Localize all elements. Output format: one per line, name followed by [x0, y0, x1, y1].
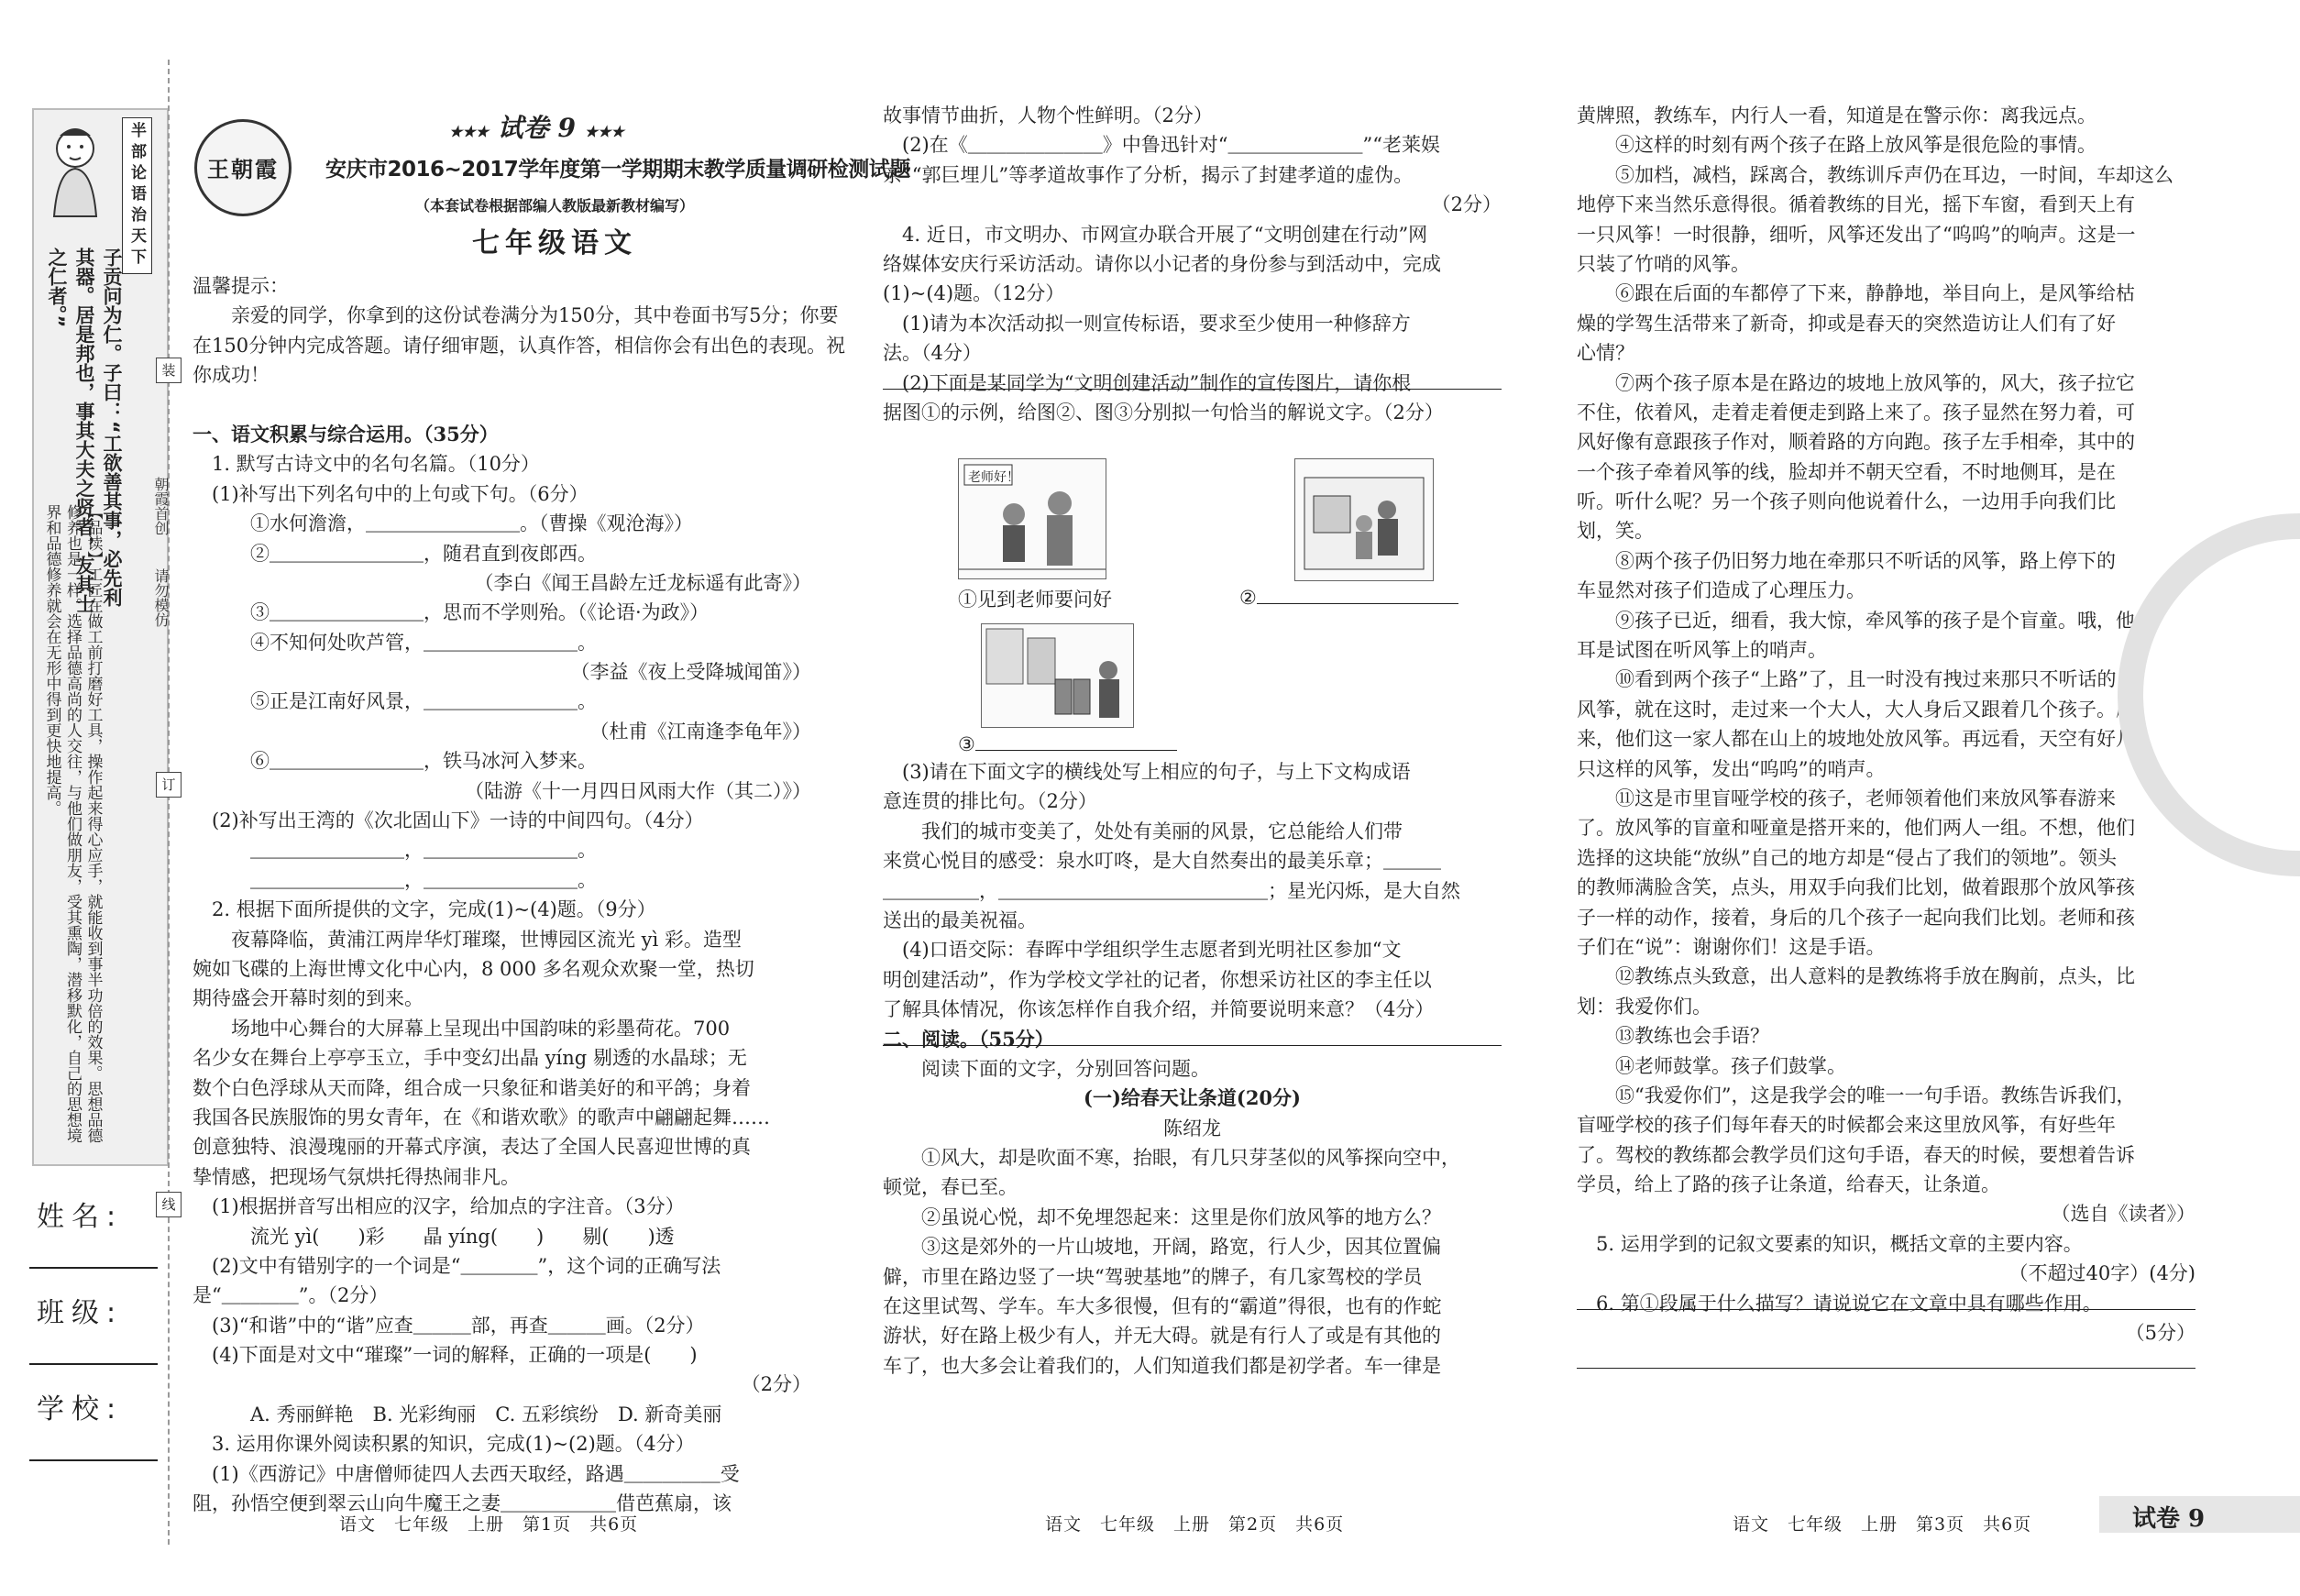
- cut-tag-a: 装: [156, 358, 182, 383]
- footer-page-2: 语文 七年级 上册 第2页 共6页: [1045, 1514, 1345, 1535]
- text-line: 络媒体安庆行采访活动。请你以小记者的身份参与到活动中，完成: [883, 252, 1441, 275]
- text-line: A. 秀丽鲜艳 B. 光彩绚丽 C. 五彩缤纷 D. 新奇美丽: [193, 1403, 722, 1425]
- text-line: （2分）: [741, 1373, 811, 1396]
- text-line: ＿＿＿＿＿＿＿＿，＿＿＿＿＿＿＿＿。: [193, 839, 597, 862]
- class-label: 班级:: [37, 1297, 124, 1329]
- text-line: （李白《闻王昌龄左迁龙标遥有此寄》）: [474, 571, 811, 594]
- text-line: 地停下来当然乐意得很。循着教练的目光，摇下车窗，看到天上有: [1577, 193, 2135, 216]
- answer-blank[interactable]: [975, 732, 1177, 751]
- text-line: （选自《读者》）: [2051, 1203, 2195, 1226]
- text-line: 二、阅读。（55分）: [883, 1027, 1054, 1051]
- text-line: 名少女在舞台上亭亭玉立，手中变幻出晶 yíng 剔透的水晶球；无: [193, 1047, 747, 1070]
- text-line: 耳是试图在听风筝上的哨声。: [1577, 639, 1827, 662]
- edition-note: （本套试卷根据部编人教版最新教材编写）: [414, 197, 694, 215]
- text-line: 盲哑学校的孩子们每年春天的时候都会来这里放风筝，有好些年: [1577, 1114, 2116, 1137]
- text-line: (1)~(4)题。（12分）: [883, 282, 1065, 305]
- text-line: 在这里试驾、学车。车大多很慢，但有的“霸道”得很，也有的作蛇: [883, 1295, 1442, 1318]
- text-line: 僻，市里在路边竖了一块“驾驶基地”的牌子，有几家驾校的学员: [883, 1265, 1423, 1288]
- footer-page-3: 语文 七年级 上册 第3页 共6页: [1733, 1514, 2032, 1535]
- picture-1-caption: ①见到老师要问好: [958, 589, 1112, 611]
- text-line: ⑧两个孩子仍旧努力地在牵那只不听话的风筝，路上停下的: [1577, 549, 2116, 572]
- text-line: (2)补写出王湾的《次北固山下》一诗的中间四句。（4分）: [193, 809, 704, 832]
- text-line: 一、语文积累与综合运用。（35分）: [193, 422, 499, 446]
- text-line: ①水何澹澹，＿＿＿＿＿＿＿＿。（曹操《观沧海》）: [193, 512, 693, 535]
- text-line: 游状，好在路上极少有人，并无大碍。就是有行人了或是有其他的: [883, 1325, 1441, 1348]
- text-line: (4)口语交际：春晖中学组织学生志愿者到光明社区参加“文: [883, 939, 1402, 962]
- text-line: 黄牌照，教练车，内行人一看，知道是在警示你：离我远点。: [1577, 105, 2096, 127]
- text-line: 来赏心悦目的感受：泉水叮咚，是大自然奏出的最美乐章；＿＿＿: [883, 850, 1441, 873]
- text-line: (1)根据拼音写出相应的汉字，给加点的字注音。（3分）: [193, 1195, 685, 1218]
- text-line: 一个孩子牵着风筝的线，脸却并不朝天空看，不时地侧耳，是在: [1577, 460, 2116, 483]
- text-line: 亲”“郭巨埋儿”等孝道故事作了分析，揭示了封建孝道的虚伪。: [883, 163, 1414, 186]
- text-line: ⑤加档，减档，踩离合，教练训斥声仍在耳边，一时间，车却这么: [1577, 163, 2173, 186]
- star-icon: ★★★: [449, 123, 490, 140]
- picture-2-caption: ②: [1239, 585, 1458, 609]
- text-line: 故事情节曲折，人物个性鲜明。（2分）: [883, 105, 1213, 127]
- text-line: 数个白色浮球从天而降，组合成一只象征和谐美好的和平鸽；身着: [193, 1076, 751, 1099]
- text-line: 5. 运用学到的记叙文要素的知识，概括文章的主要内容。: [1577, 1232, 2083, 1255]
- column-page-3: [1577, 101, 2195, 1348]
- text-line: (1)补写出下列名句中的上句或下句。（6分）: [193, 482, 589, 505]
- text-line: (2)在《＿＿＿＿＿＿＿》中鲁迅针对“＿＿＿＿＿＿＿”“老莱娱: [883, 134, 1440, 157]
- text-line: ⑥＿＿＿＿＿＿＿＿，铁马冰河入梦来。: [193, 750, 597, 773]
- text-line: （5分）: [2125, 1322, 2195, 1345]
- text-line: 我国各民族服饰的男女青年，在《和谐欢歌》的歌声中翩翩起舞……: [193, 1106, 770, 1128]
- text-line: ④这样的时刻有两个孩子在路上放风筝是很危险的事情。: [1577, 134, 2096, 157]
- sidebar-header-text: 半部论语治天下: [122, 117, 152, 274]
- text-line: 送出的最美祝福。: [883, 908, 1037, 931]
- text-line: 期待盛会开幕时刻的到来。: [193, 987, 424, 1010]
- answer-line[interactable]: [1577, 1348, 2195, 1369]
- text-line: 4. 近日，市文明办、市网宣办联合开展了“文明创建在行动”网: [883, 223, 1428, 246]
- text-line: 阻，孙悟空便到翠云山向牛魔王之妻＿＿＿＿＿＿借芭蕉扇，该: [193, 1492, 732, 1515]
- subject-title: 七年级语文: [472, 227, 637, 259]
- text-line: 挚情感，把现场气氛烘托得热闹非凡。: [193, 1165, 520, 1188]
- text-line: 据图①的示例，给图②、图③分别拟一句恰当的解说文字。（2分）: [883, 401, 1444, 424]
- text-line: 了解具体情况，你该怎样作自我介绍，并简要说明来意？（4分）: [883, 998, 1435, 1021]
- text-line: 在150分钟内完成答题。请仔细审题，认真作答，相信你会有出色的表现。祝: [193, 334, 846, 357]
- text-line: 是“＿＿＿＿”。（2分）: [193, 1284, 389, 1307]
- text-line: 的教师满脸含笑，点头，用双手向我们比划，做着跟那个放风筝孩: [1577, 876, 2135, 899]
- cut-tag-c: 线: [156, 1192, 182, 1217]
- text-line: (4)下面是对文中“璀璨”一词的解释，正确的一项是( ): [193, 1344, 698, 1367]
- text-line: 了。驾校的教练都会教学员们这句手语，春天的时候，要想着告诉: [1577, 1143, 2135, 1166]
- text-line: （2分）: [1431, 193, 1502, 216]
- text-line: 风好像有意跟孩子作对，顺着路的方向跑。孩子左手相牵，其中的: [1577, 431, 2135, 454]
- text-line: 我们的城市变美了，处处有美丽的风景，它总能给人们带: [883, 820, 1403, 842]
- text-line: ③这是郊外的一片山坡地，开阔，路宽，行人少，因其位置偏: [883, 1236, 1441, 1259]
- text-line: 了。放风筝的盲童和哑童是搭开来的，他们两人一组。不想，他们: [1577, 817, 2135, 840]
- text-line: ④不知何处吹芦管，＿＿＿＿＿＿＿＿。: [193, 631, 597, 654]
- school-field[interactable]: [29, 1459, 158, 1461]
- text-line: 只装了竹哨的风筝。: [1577, 252, 1750, 275]
- text-line: 车显然对孩子们造成了心理压力。: [1577, 579, 1865, 602]
- exam-title: 安庆市2016~2017学年度第一学期期末教学质量调研检测试题: [325, 158, 910, 182]
- text-line: 意连贯的排比句。（2分）: [883, 790, 1097, 813]
- side-note-2: 请勿模仿: [152, 568, 170, 627]
- text-line: 婉如飞碟的上海世博文化中心内，8 000 多名观众欢聚一堂，热切: [193, 957, 754, 980]
- text-line: 车了，也大多会让着我们的，人们知道我们都是初学者。车一律是: [883, 1354, 1441, 1377]
- text-line: 来，他们这一家人都在山上的坡地处放风筝。再远看，天空有好几: [1577, 728, 2135, 751]
- brand-logo: [194, 119, 292, 216]
- greeting-bubble: 老师好！: [968, 470, 1019, 485]
- text-line: 创意独特、浪漫瑰丽的开幕式序演，表达了全国人民喜迎世博的真: [193, 1136, 751, 1159]
- text-line: ①风大，却是吹面不寒，抬眼，有几只芽茎似的风筝探向空中，: [883, 1147, 1460, 1170]
- text-line: ⑩看到两个孩子“上路”了，且一时没有拽过来那只不听话的: [1577, 668, 2117, 691]
- text-line: 风筝，就在这时，走过来一个大人，大人身后又跟着几个孩子。原: [1577, 698, 2135, 721]
- paper-label: ★★★ 试卷 9 ★★★: [449, 113, 624, 143]
- text-line: (3)请在下面文字的横线处写上相应的句子，与上下文构成语: [883, 761, 1411, 783]
- text-line: ⑬教练也会手语？: [1577, 1025, 1769, 1048]
- text-line: ⑭老师鼓掌。孩子们鼓掌。: [1577, 1054, 1846, 1077]
- text-line: (3)“和谐”中的“谐”应查＿＿＿部，再查＿＿＿画。（2分）: [193, 1314, 705, 1337]
- text-line: (1)《西游记》中唐僧师徒四人去西天取经，路遇＿＿＿＿＿受: [193, 1462, 740, 1485]
- text-line: （陆游《十一月四日风雨大作（其二）》）: [465, 779, 811, 802]
- text-line: 场地中心舞台的大屏幕上呈现出中国韵味的彩墨荷花。700: [193, 1017, 731, 1040]
- text-line: 6. 第①段属于什么描写？请说说它在文章中具有哪些作用。: [1577, 1292, 2102, 1315]
- text-line: 夜幕降临，黄浦江两岸华灯璀璨，世博园区流光 yì 彩。造型: [193, 928, 742, 951]
- footer-tag: [2099, 1496, 2300, 1533]
- text-line: ⑦两个孩子原本是在路边的坡地上放风筝的，风大，孩子拉它: [1577, 371, 2135, 394]
- picture-3-caption: ③: [958, 732, 1177, 755]
- confucius-illustration: [39, 117, 111, 218]
- name-field[interactable]: [29, 1267, 158, 1269]
- text-line: (一)给春天让条道(20分): [1084, 1086, 1301, 1110]
- text-line: 学员，给上了路的孩子让条道，给春天，让条道。: [1577, 1173, 2000, 1196]
- text-line: 一只风筝！一时很静，细听，风筝还发出了“呜呜”的响声。这是一: [1577, 223, 2136, 246]
- side-note-1: 朝霞首创: [152, 477, 170, 535]
- text-line: 不住，依着风，走着走着便走到路上来了。孩子显然在努力着，可: [1577, 401, 2135, 424]
- text-line: 3. 运用你课外阅读积累的知识，完成(1)~(2)题。（4分）: [193, 1433, 695, 1456]
- text-line: (1)请为本次活动拟一则宣传标语，要求至少使用一种修辞方: [883, 312, 1411, 335]
- text-line: 阅读下面的文字，分别回答问题。: [883, 1057, 1210, 1080]
- logo-text: 王朝霞: [207, 156, 279, 182]
- text-line: 温馨提示：: [193, 275, 289, 297]
- text-line: ＿＿＿＿＿＿＿＿，＿＿＿＿＿＿＿＿。: [193, 868, 597, 891]
- text-line: 法。（4分）: [883, 342, 982, 365]
- text-line: （李益《夜上受降城闻笛》）: [570, 661, 811, 684]
- text-line: ⑮“我爱你们”，这是我学会的唯一一句手语。教练告诉我们，: [1577, 1084, 2136, 1106]
- text-line: 亲爱的同学，你拿到的这份试卷满分为150分，其中卷面书写5分；你要: [193, 304, 839, 327]
- footer-page-1: 语文 七年级 上册 第1页 共6页: [339, 1514, 639, 1535]
- text-line: 2. 根据下面所提供的文字，完成(1)~(4)题。（9分）: [193, 898, 656, 921]
- text-line: ③＿＿＿＿＿＿＿＿，思而不学则殆。（《论语·为政》）: [193, 601, 710, 624]
- text-line: ⑥跟在后面的车都停了下来，静静地，举目向上，是风筝给枯: [1577, 282, 2135, 305]
- text-line: 顿觉，春已至。: [883, 1176, 1018, 1199]
- cut-tag-b: 订: [156, 772, 182, 798]
- sidebar-pindu: 【品读】工匠在做工前打磨好工具，操作起来得心应手，就能收到事半功倍的效果。思想品德修养也是一样。选择品德高尚的人交往，与他们做朋友，受其熏陶，潜移默化，自己的思想境界和品德修养就会在无形中得到更快地提高。: [42, 504, 103, 1143]
- sidebar-quote: 子贡问为仁。子曰：“工欲善其事，必先利其器。居是邦也，事其大夫之贤者，友其士之仁者。”: [46, 248, 123, 613]
- text-line: 1. 默写古诗文中的名句名篇。（10分）: [193, 453, 540, 476]
- picture-3-trash: [981, 623, 1134, 728]
- text-line: 流光 yì( )彩 晶 yíng( ) 剔( )透: [193, 1225, 675, 1248]
- text-line: 划：我爱你们。: [1577, 995, 1711, 1018]
- text-line: 明创建活动”，作为学校文学社的记者，你想采访社区的李主任以: [883, 968, 1432, 991]
- text-line: ②＿＿＿＿＿＿＿＿，随君直到夜郎西。: [193, 542, 597, 565]
- text-line: ②虽说心悦，却不免埋怨起来：这里是你们放风筝的地方么？: [883, 1205, 1441, 1228]
- text-line: 子们在“说”：谢谢你们！这是手语。: [1577, 935, 1886, 958]
- text-line: 听。听什么呢？另一个孩子则向他说着什么，一边用手向我们比: [1577, 490, 2116, 513]
- text-line: （杜甫《江南逢李龟年》）: [589, 720, 811, 743]
- text-line: [193, 391, 811, 420]
- text-line: 燥的学驾生活带来了新奇，抑或是春天的突然造访让人们有了好: [1577, 312, 2116, 335]
- text-line: ⑪这是市里盲哑学校的孩子，老师领着他们来放风筝春游来: [1577, 787, 2116, 809]
- text-line: 陈绍龙: [1163, 1117, 1221, 1139]
- text-line: (2)文中有错别字的一个词是“＿＿＿＿”，这个词的正确写法: [193, 1254, 721, 1277]
- text-line: ＿＿＿＿＿，＿＿＿＿＿＿＿＿＿＿＿＿＿＿；星光闪烁，是大自然: [883, 879, 1460, 902]
- motto-sidebar: [32, 108, 169, 1166]
- star-icon: ★★★: [584, 123, 624, 140]
- class-field[interactable]: [29, 1363, 158, 1365]
- text-line: ⑤正是江南好风景，＿＿＿＿＿＿＿＿。: [193, 690, 597, 713]
- column-page-2-bottom: [883, 757, 1502, 1381]
- text-line: 你成功！: [193, 364, 270, 387]
- picture-2-bus: [1294, 458, 1434, 581]
- column-page-2-top: [883, 101, 1502, 427]
- answer-blank[interactable]: [1257, 585, 1458, 604]
- text-line: ⑨孩子已近，细看，我大惊，牵风筝的孩子是个盲童。哦，他侧: [1577, 609, 2154, 632]
- text-line: 选择的这块能“放纵”自己的地方却是“侵占了我们的领地”。领头: [1577, 846, 2117, 869]
- picture-1-greeting: [958, 458, 1106, 579]
- text-line: 划，笑。: [1577, 520, 1654, 543]
- footer-tag-text: 试卷 9: [2132, 1505, 2206, 1533]
- cut-line: [168, 60, 170, 1545]
- text-line: ⑫教练点头致意，出人意料的是教练将手放在胸前，点头，比: [1577, 965, 2135, 988]
- text-line: 只这样的风筝，发出“呜呜”的哨声。: [1577, 757, 1886, 780]
- name-label: 姓名:: [37, 1201, 124, 1233]
- text-line: (2)下面是某同学为“文明创建活动”制作的宣传图片，请你根: [883, 371, 1412, 394]
- column-page-1: [193, 271, 846, 1518]
- text-line: 心情？: [1577, 342, 1634, 365]
- text-line: 子一样的动作，接着，身后的几个孩子一起向我们比划。老师和孩: [1577, 906, 2135, 929]
- school-label: 学校:: [37, 1393, 124, 1425]
- text-line: （不超过40字）(4分): [2008, 1262, 2195, 1285]
